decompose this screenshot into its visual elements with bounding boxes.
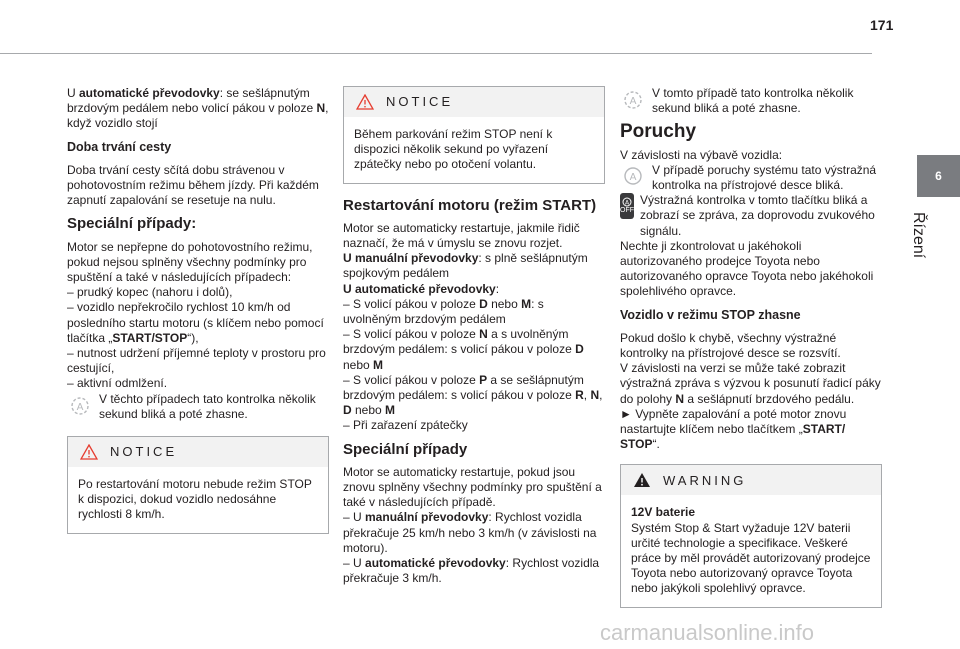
list-item: – prudký kopec (nahoru i dolů), bbox=[67, 285, 233, 300]
special-cases-text: Motor se automaticky restartuje, pokud jsou znovu splněny všechny podmínky pro spuštění a také v následujících případě. bbox=[343, 464, 602, 510]
heading-faults: Poruchy bbox=[620, 121, 697, 143]
list-item: – aktivní odmlžení. bbox=[67, 376, 168, 391]
column-left bbox=[67, 86, 329, 548]
list-item: – S volicí pákou v poloze D nebo M: s uvolněným brzdovým pedálem bbox=[343, 296, 544, 327]
warning-subtitle: 12V baterie bbox=[631, 505, 696, 520]
page-number: 171 bbox=[870, 17, 894, 33]
list-item: – S volicí pákou v poloze P a se sešlápnutým brzdovým pedálem: s volicí pákou v poloze R, N, D nebo M bbox=[343, 372, 603, 418]
restart-text: Motor se automaticky restartuje, jakmile řidič naznačí, že má v úmyslu se znovu rozjet. bbox=[343, 220, 580, 251]
heading-trip-duration: Doba trvání cesty bbox=[67, 139, 172, 154]
warning-text: Systém Stop & Start vyžaduje 12V baterii určité technologie a specifikace. Veškeré práce by měl provádět autorizovaný prodejce Toyota nebo autorizovaný opravce Toyota nebo jakýkoli spolehlivý opravce. bbox=[631, 520, 871, 596]
auto-stop-symbol-icon bbox=[621, 197, 633, 207]
list-item: – S volicí pákou v poloze N a s uvolněným brzdovým pedálem: s volicí pákou v poloze D nebo M bbox=[343, 327, 584, 372]
list-item: – vozidlo nepřekročilo rychlost 10 km/h od posledního startu motoru (s klíčem nebo pomocí tlačítka „START/STOP“), bbox=[67, 300, 324, 345]
list-item: – U manuální převodovky: Rychlost vozidla překračuje 25 km/h nebo 3 km/h (v závislosti na motoru). bbox=[343, 510, 597, 555]
list-item: – U automatické převodovky: Rychlost vozidla překračuje 3 km/h. bbox=[343, 556, 600, 586]
warning-triangle-icon bbox=[633, 472, 651, 488]
stop-start-off-button-icon: A OFF bbox=[620, 193, 634, 219]
fault-indicator-note: A V případě poruchy systému tato výstražná kontrolka na přístrojové desce bliká. bbox=[620, 163, 882, 193]
svg-text:A: A bbox=[629, 171, 637, 183]
warning-box bbox=[620, 464, 882, 607]
auto-stop-indicator-icon bbox=[620, 87, 646, 111]
notice-title: NOTICE bbox=[110, 444, 178, 460]
heading-special-cases: Speciální případy bbox=[343, 440, 468, 458]
notice-title: NOTICE bbox=[386, 94, 454, 110]
stop-text: V závislosti na verzi se může také zobrazit výstražná zpráva s výzvou k posunutí řadicí páky do polohy N a sešlápnutí brzdového pedálu. bbox=[620, 361, 881, 406]
heading-engine-restart: Restartování motoru (režim START) bbox=[343, 196, 597, 214]
equipment-text: V závislosti na výbavě vozidla: bbox=[620, 147, 783, 162]
list-item: – nutnost udržení příjemné teploty v prostoru pro cestující, bbox=[67, 346, 326, 376]
column-middle bbox=[343, 86, 605, 586]
warning-triangle-icon bbox=[356, 94, 374, 110]
stop-indicator-note: A V tomto případě tato kontrolka několik sekund bliká a poté zhasne. bbox=[620, 86, 882, 116]
stop-instruction: ► Vypněte zapalování a poté motor znovu nastartujte klíčem nebo tlačítkem „START/ STOP“. bbox=[620, 406, 847, 452]
manual-transmission-text: U manuální převodovky: s plně sešlápnutým spojkovým pedálem bbox=[343, 251, 588, 281]
notice-box bbox=[67, 436, 329, 534]
notice-text: Po restartování motoru nebude režim STOP k dispozici, dokud vozidlo nedosáhne rychlosti 8 km/h. bbox=[78, 477, 312, 522]
chapter-tab[interactable]: 6 bbox=[917, 155, 960, 197]
svg-text:A: A bbox=[76, 401, 84, 413]
auto-transmission-text: U automatické převodovky: bbox=[343, 281, 500, 296]
off-button-note: A OFF Výstražná kontrolka v tomto tlačítku bliká a zobrazí se zpráva, za doprovodu zvukového signálu. bbox=[620, 193, 875, 238]
svg-text:A: A bbox=[629, 96, 637, 107]
list-item: – Při zařazení zpátečky bbox=[343, 418, 468, 433]
trip-duration-text: Doba trvání cesty sčítá dobu strávenou v pohotovostním režimu během jízdy. Při každém zapnutí zapalování se resetuje na nulu. bbox=[67, 162, 319, 208]
svg-text:A: A bbox=[624, 199, 630, 207]
stop-text: Pokud došlo k chybě, všechny výstražné kontrolky na přístrojové desce se rozsvítí. bbox=[620, 330, 841, 361]
auto-stop-indicator-icon bbox=[67, 393, 93, 417]
heading-special-cases: Speciální případy: bbox=[67, 215, 197, 233]
auto-transmission-note: U automatické převodovky: se sešlápnutým brzdovým pedálem nebo volicí pákou v poloze N, když vozidlo stojí bbox=[67, 86, 329, 131]
special-cases-text: Motor se nepřepne do pohotovostního režimu, pokud nejsou splněny všechny podmínky pro spuštění a také v následujících případech: bbox=[67, 239, 313, 285]
notice-box bbox=[343, 86, 605, 184]
auto-stop-fault-icon bbox=[620, 164, 646, 188]
warning-triangle-icon bbox=[80, 444, 98, 460]
column-right bbox=[620, 86, 882, 622]
watermark: carmanualsonline.info bbox=[600, 620, 815, 645]
check-text: Nechte ji zkontrolovat u jakéhokoli autorizovaného prodejce Toyota nebo autorizovaného opravce Toyota nebo jakéhokoli spolehlivého opravce. bbox=[620, 238, 874, 299]
heading-vehicle-stop: Vozidlo v režimu STOP zhasne bbox=[620, 307, 801, 322]
stop-indicator-note: A V těchto případech tato kontrolka několik sekund bliká a poté zhasne. bbox=[67, 392, 329, 422]
chapter-title: Řízení bbox=[910, 212, 927, 259]
notice-text: Během parkování režim STOP není k dispozici několik sekund po vyřazení zpátečky nebo po otočení volantu. bbox=[354, 127, 553, 172]
warning-title: WARNING bbox=[663, 472, 747, 488]
header-rule bbox=[0, 53, 872, 54]
